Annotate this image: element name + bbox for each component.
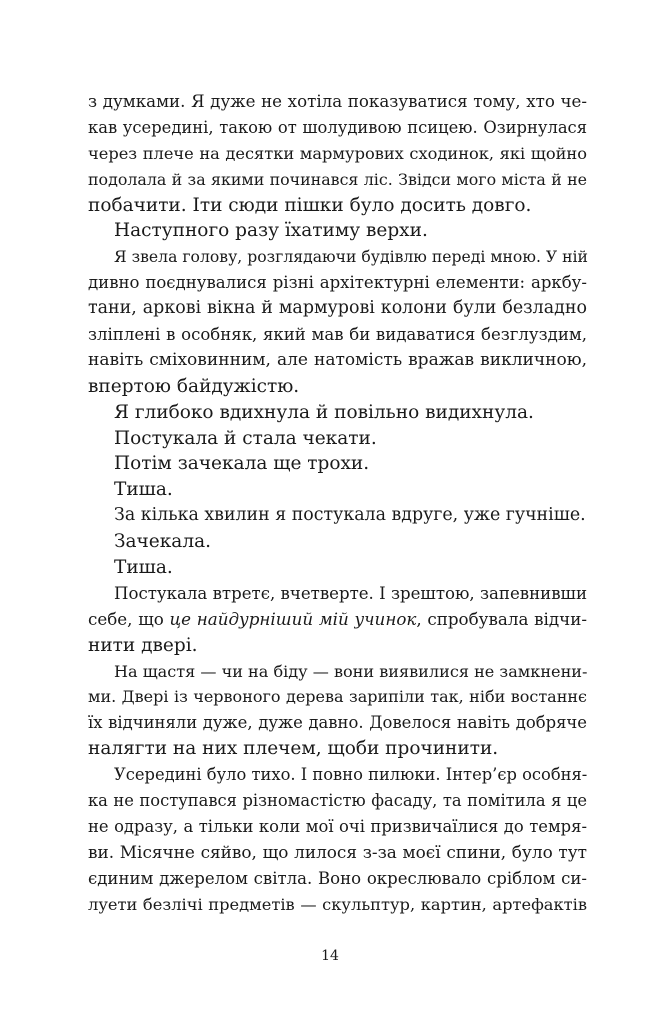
text-line: з думками. Я дуже не хотіла показуватися тому, хто че- (88, 92, 587, 111)
text-line: Я звела голову, розглядаючи будівлю переді мною. У ній (114, 247, 588, 267)
page-number: 14 (321, 948, 339, 964)
text-line: подолала й за якими починався ліс. Звідси мого міста й не (88, 169, 587, 189)
text-line: ви. Місячне сяйво, що лилося з-за моєї спини, було тут (88, 841, 587, 862)
text-line: через плече на десятки мармурових сходинок, які щойно (88, 143, 587, 163)
text-segment: , спробувала відчи- (416, 608, 587, 629)
text-line: Наступного разу їхатиму верхи. (114, 220, 428, 242)
text-line: дивно поєднувалися різні архітектурні елементи: аркбу- (88, 273, 587, 293)
text-line: луети безлічі предметів — скульптур, картин, артефактів (88, 894, 587, 914)
text-line: зліплені в особняк, який мав би видаватися безглуздим, (88, 325, 587, 345)
text-line: Тиша. (114, 479, 173, 501)
text-line: навіть сміховинним, але натомість вражав викличною, (88, 349, 587, 370)
text-line: кав усередині, такою от шолудивою псицею. Озирнулася (88, 117, 587, 137)
text-line: Постукала й стала чекати. (114, 427, 377, 449)
text-line: єдиним джерелом світла. Воно окреслювало сріблом си- (88, 868, 587, 888)
italic-phrase: це найдурніший мій учинок (169, 608, 417, 629)
text-line-with-italic (88, 607, 587, 633)
text-line: За кілька хвилин я постукала вдруге, уже гучніше. (114, 505, 586, 526)
text-line: нити двері. (88, 634, 198, 656)
text-line: ка не поступався різномастістю фасаду, та помітила я це (88, 791, 587, 811)
text-line: На щастя — чи на біду — вони виявилися не замкнени- (114, 661, 588, 681)
text-line: Усередині було тихо. І повно пилюки. Інтер’єр особня- (114, 765, 588, 785)
text-segment: себе, що (88, 608, 170, 629)
body-text (88, 89, 587, 918)
text-line: Потім зачекала ще трохи. (114, 453, 370, 475)
text-line: Тиша. (114, 557, 173, 579)
text-line: ми. Двері із червоного дерева зарипіли так, ніби востаннє (88, 687, 587, 707)
text-line: тани, аркові вікна й мармурові колони були безладно (88, 298, 587, 319)
text-line: не одразу, а тільки коли мої очі призвичаїлися до темря- (88, 816, 587, 836)
text-line: впертою байдужістю. (88, 375, 300, 397)
text-line: Я глибоко вдихнула й повільно видихнула. (114, 401, 534, 423)
text-line: Постукала втретє, вчетверте. І зрештою, запевнивши (114, 583, 587, 603)
text-line: налягти на них плечем, щоби прочинити. (88, 738, 499, 760)
text-line: Зачекала. (114, 531, 211, 553)
text-line: їх відчиняли дуже, дуже давно. Довелося навіть добряче (88, 713, 587, 733)
text-line: побачити. Іти сюди пішки було досить довго. (88, 194, 532, 216)
